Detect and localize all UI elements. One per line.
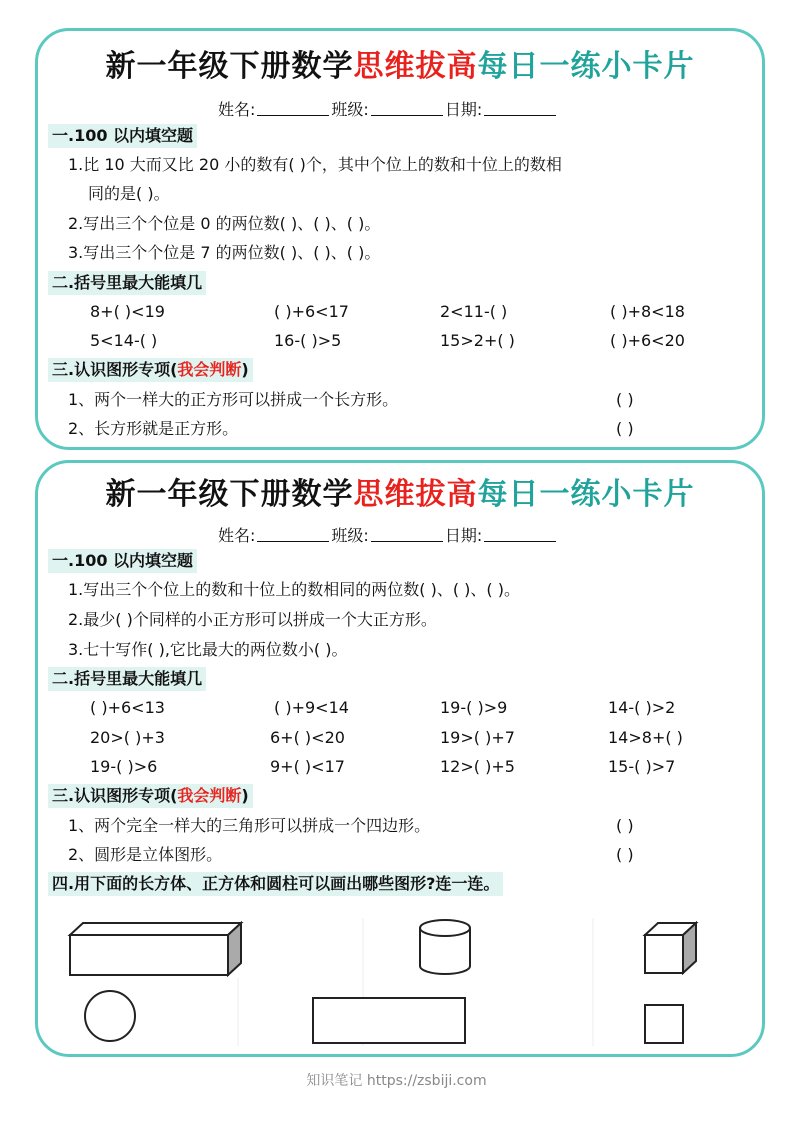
inequality-item: 19>( )+7 [440,728,515,747]
class-blank[interactable] [371,528,443,542]
section-shape-judge: 三.认识图形专项(我会判断) [48,784,253,808]
section-max-fill: 二.括号里最大能填几 [48,271,206,295]
inequality-item: ( )+6<13 [90,698,165,717]
footer-watermark: 知识笔记 https://zsbiji.com [306,1073,487,1089]
question-2: 2.写出三个个位是 0 的两位数( )、( )、( )。 [68,214,381,233]
section-shape-judge: 三.认识图形专项(我会判断) [48,358,253,382]
inequality-item: 14>8+( ) [608,728,683,747]
judge-statement-2: 2、长方形就是正方形。 [68,419,239,438]
question-3: 3.七十写作( ),它比最大的两位数小( )。 [68,640,348,659]
judge-statement-1: 1、两个一样大的正方形可以拼成一个长方形。 [68,390,399,409]
judge-answer-1[interactable]: ( ) [616,390,634,409]
inequality-item: 14-( )>2 [608,698,676,717]
student-info-line [218,523,558,546]
worksheet-card-2 [35,460,765,1057]
date-blank[interactable] [484,102,556,116]
inequality-item: ( )+8<18 [610,302,685,321]
judge-answer-1[interactable]: ( ) [616,816,634,835]
cylinder-icon[interactable] [420,920,470,974]
date-blank[interactable] [484,528,556,542]
inequality-item: 16-( )>5 [274,331,342,350]
name-blank[interactable] [257,528,329,542]
question-1-line-1: 1.比 10 大而又比 20 小的数有( )个，其中个位上的数和十位上的数相 [68,155,562,174]
class-blank[interactable] [371,102,443,116]
inequality-item: 12>( )+5 [440,757,515,776]
card-title: 新一年级下册数学思维拔高每日一练小卡片 [105,477,695,512]
inequality-item: 5<14-( ) [90,331,158,350]
inequality-item: 15>2+( ) [440,331,515,350]
shape-matching-area [48,898,753,1048]
inequality-item: 8+( )<19 [90,302,165,321]
inequality-item: 6+( )<20 [270,728,345,747]
inequality-item: ( )+6<17 [274,302,349,321]
name-blank[interactable] [257,102,329,116]
name-label: 姓名: [218,526,256,545]
inequality-item: 20>( )+3 [90,728,165,747]
inequality-item: ( )+9<14 [274,698,349,717]
section-fill-blank: 一.100 以内填空题 [48,549,197,573]
card-title: 新一年级下册数学思维拔高每日一练小卡片 [105,49,695,84]
question-1: 1.写出三个个位上的数和十位上的数相同的两位数( )、( )、( )。 [68,580,520,599]
class-label: 班级: [331,100,369,119]
judge-answer-2[interactable]: ( ) [616,845,634,864]
judge-statement-1: 1、两个完全一样大的三角形可以拼成一个四边形。 [68,816,431,835]
inequality-item: 19-( )>9 [440,698,508,717]
square-shape[interactable] [645,1005,683,1043]
inequality-item: 15-( )>7 [608,757,676,776]
inequality-item: 2<11-( ) [440,302,508,321]
judge-answer-2[interactable]: ( ) [616,419,634,438]
cube-icon[interactable] [645,923,696,973]
judge-statement-2: 2、圆形是立体图形。 [68,845,223,864]
question-2: 2.最少( )个同样的小正方形可以拼成一个大正方形。 [68,610,437,629]
inequality-item: 9+( )<17 [270,757,345,776]
date-label: 日期: [444,526,483,545]
rectangle-shape[interactable] [313,998,465,1043]
section-fill-blank: 一.100 以内填空题 [48,124,197,148]
section-max-fill: 二.括号里最大能填几 [48,667,206,691]
name-label: 姓名: [218,100,256,119]
question-3: 3.写出三个个位是 7 的两位数( )、( )、( )。 [68,243,381,262]
circle-shape[interactable] [85,991,135,1041]
student-info-line [218,97,558,120]
date-label: 日期: [444,100,483,119]
worksheet-card-1 [35,28,765,450]
inequality-item: ( )+6<20 [610,331,685,350]
cuboid-icon[interactable] [70,923,241,975]
question-1-line-2: 同的是( )。 [88,184,170,203]
section-connect-shapes: 四.用下面的长方体、正方体和圆柱可以画出哪些图形?连一连。 [48,872,503,896]
class-label: 班级: [331,526,369,545]
inequality-item: 19-( )>6 [90,757,158,776]
